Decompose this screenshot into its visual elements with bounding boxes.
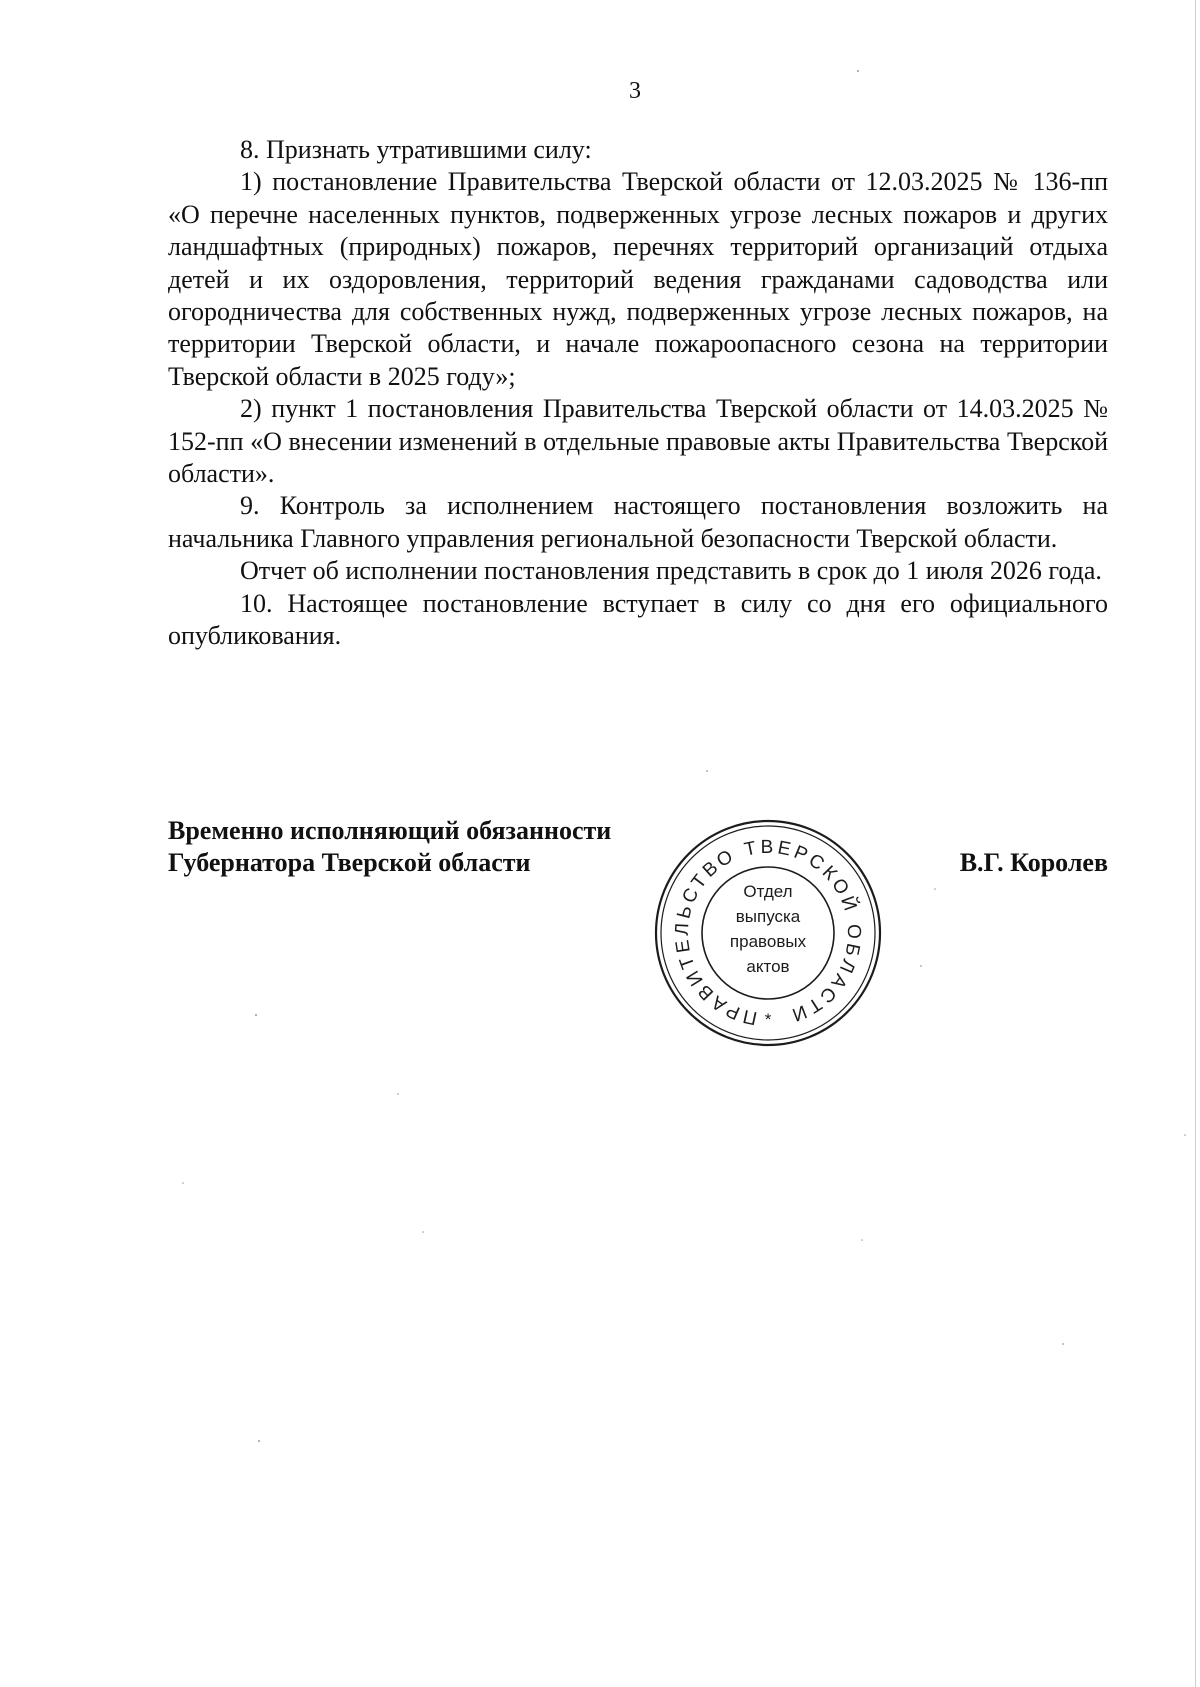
stamp-ring-text: ПРАВИТЕЛЬСТВО ТВЕРСКОЙ ОБЛАСТИ <box>671 836 865 1029</box>
scan-speck <box>1184 1134 1186 1136</box>
paragraph-report-deadline: Отчет об исполнении постановления представить в срок до 1 июля 2026 года. <box>240 556 1102 586</box>
stamp-center-line-3: правовых <box>729 932 807 951</box>
scan-edge-line <box>1195 0 1196 1687</box>
paragraph-item-9: 9. Контроль за исполнением настоящего постановления возложить на начальника Главного управления региональной безопасности Тверской области. <box>168 491 1108 553</box>
signatory-title <box>168 815 611 880</box>
scan-speck <box>397 1093 399 1095</box>
scan-speck <box>182 1182 184 1184</box>
scan-speck <box>258 1440 260 1442</box>
stamp-star-icon: * <box>764 1010 772 1029</box>
stamp-center-line-2: выпуска <box>735 907 801 926</box>
paragraph-item-8-2: 2) пункт 1 постановления Правительства Тверской области от 14.03.2025 № 152-пп «О внесении изменений в отдельные правовые акты Правительства Тверской области». <box>168 394 1108 489</box>
official-stamp <box>648 815 888 1055</box>
paragraph-item-8-1: 1) постановление Правительства Тверской области от 12.03.2025 № 136-пп «О перечне населенных пунктов, подверженных угрозе лесных пожаров и других ландшафтных (природных) пожаров, перечнях территорий организаций отдыха детей и их оздоровления, территорий ведения гражданами садоводства или огородничества для собственных нужд, подверженных угрозе лесных пожаров, на территории Тверской области, и начале пожароопасного сезона на территории Тверской области в 2025 году»; <box>168 167 1108 391</box>
scan-speck <box>861 1239 863 1241</box>
document-body <box>168 134 1108 653</box>
stamp-seal-icon <box>648 815 888 1055</box>
signatory-title-line-2: Губернатора Тверской области <box>168 848 531 878</box>
paragraph-item-8: 8. Признать утратившими силу: <box>240 135 592 164</box>
stamp-center-line-1: Отдел <box>743 882 793 901</box>
signature-block <box>168 815 1108 1055</box>
stamp-center-line-4: актов <box>746 957 790 976</box>
scan-speck <box>422 1231 424 1233</box>
scan-speck <box>706 770 708 772</box>
signatory-title-line-1: Временно исполняющий обязанности <box>168 816 612 845</box>
page-number: 3 <box>629 78 641 104</box>
signatory-name: В.Г. Королев <box>959 848 1108 877</box>
paragraph-item-10: 10. Настоящее постановление вступает в силу со дня его официального опубликования. <box>168 588 1108 651</box>
scan-speck <box>857 70 859 72</box>
scan-speck <box>1062 1343 1064 1345</box>
